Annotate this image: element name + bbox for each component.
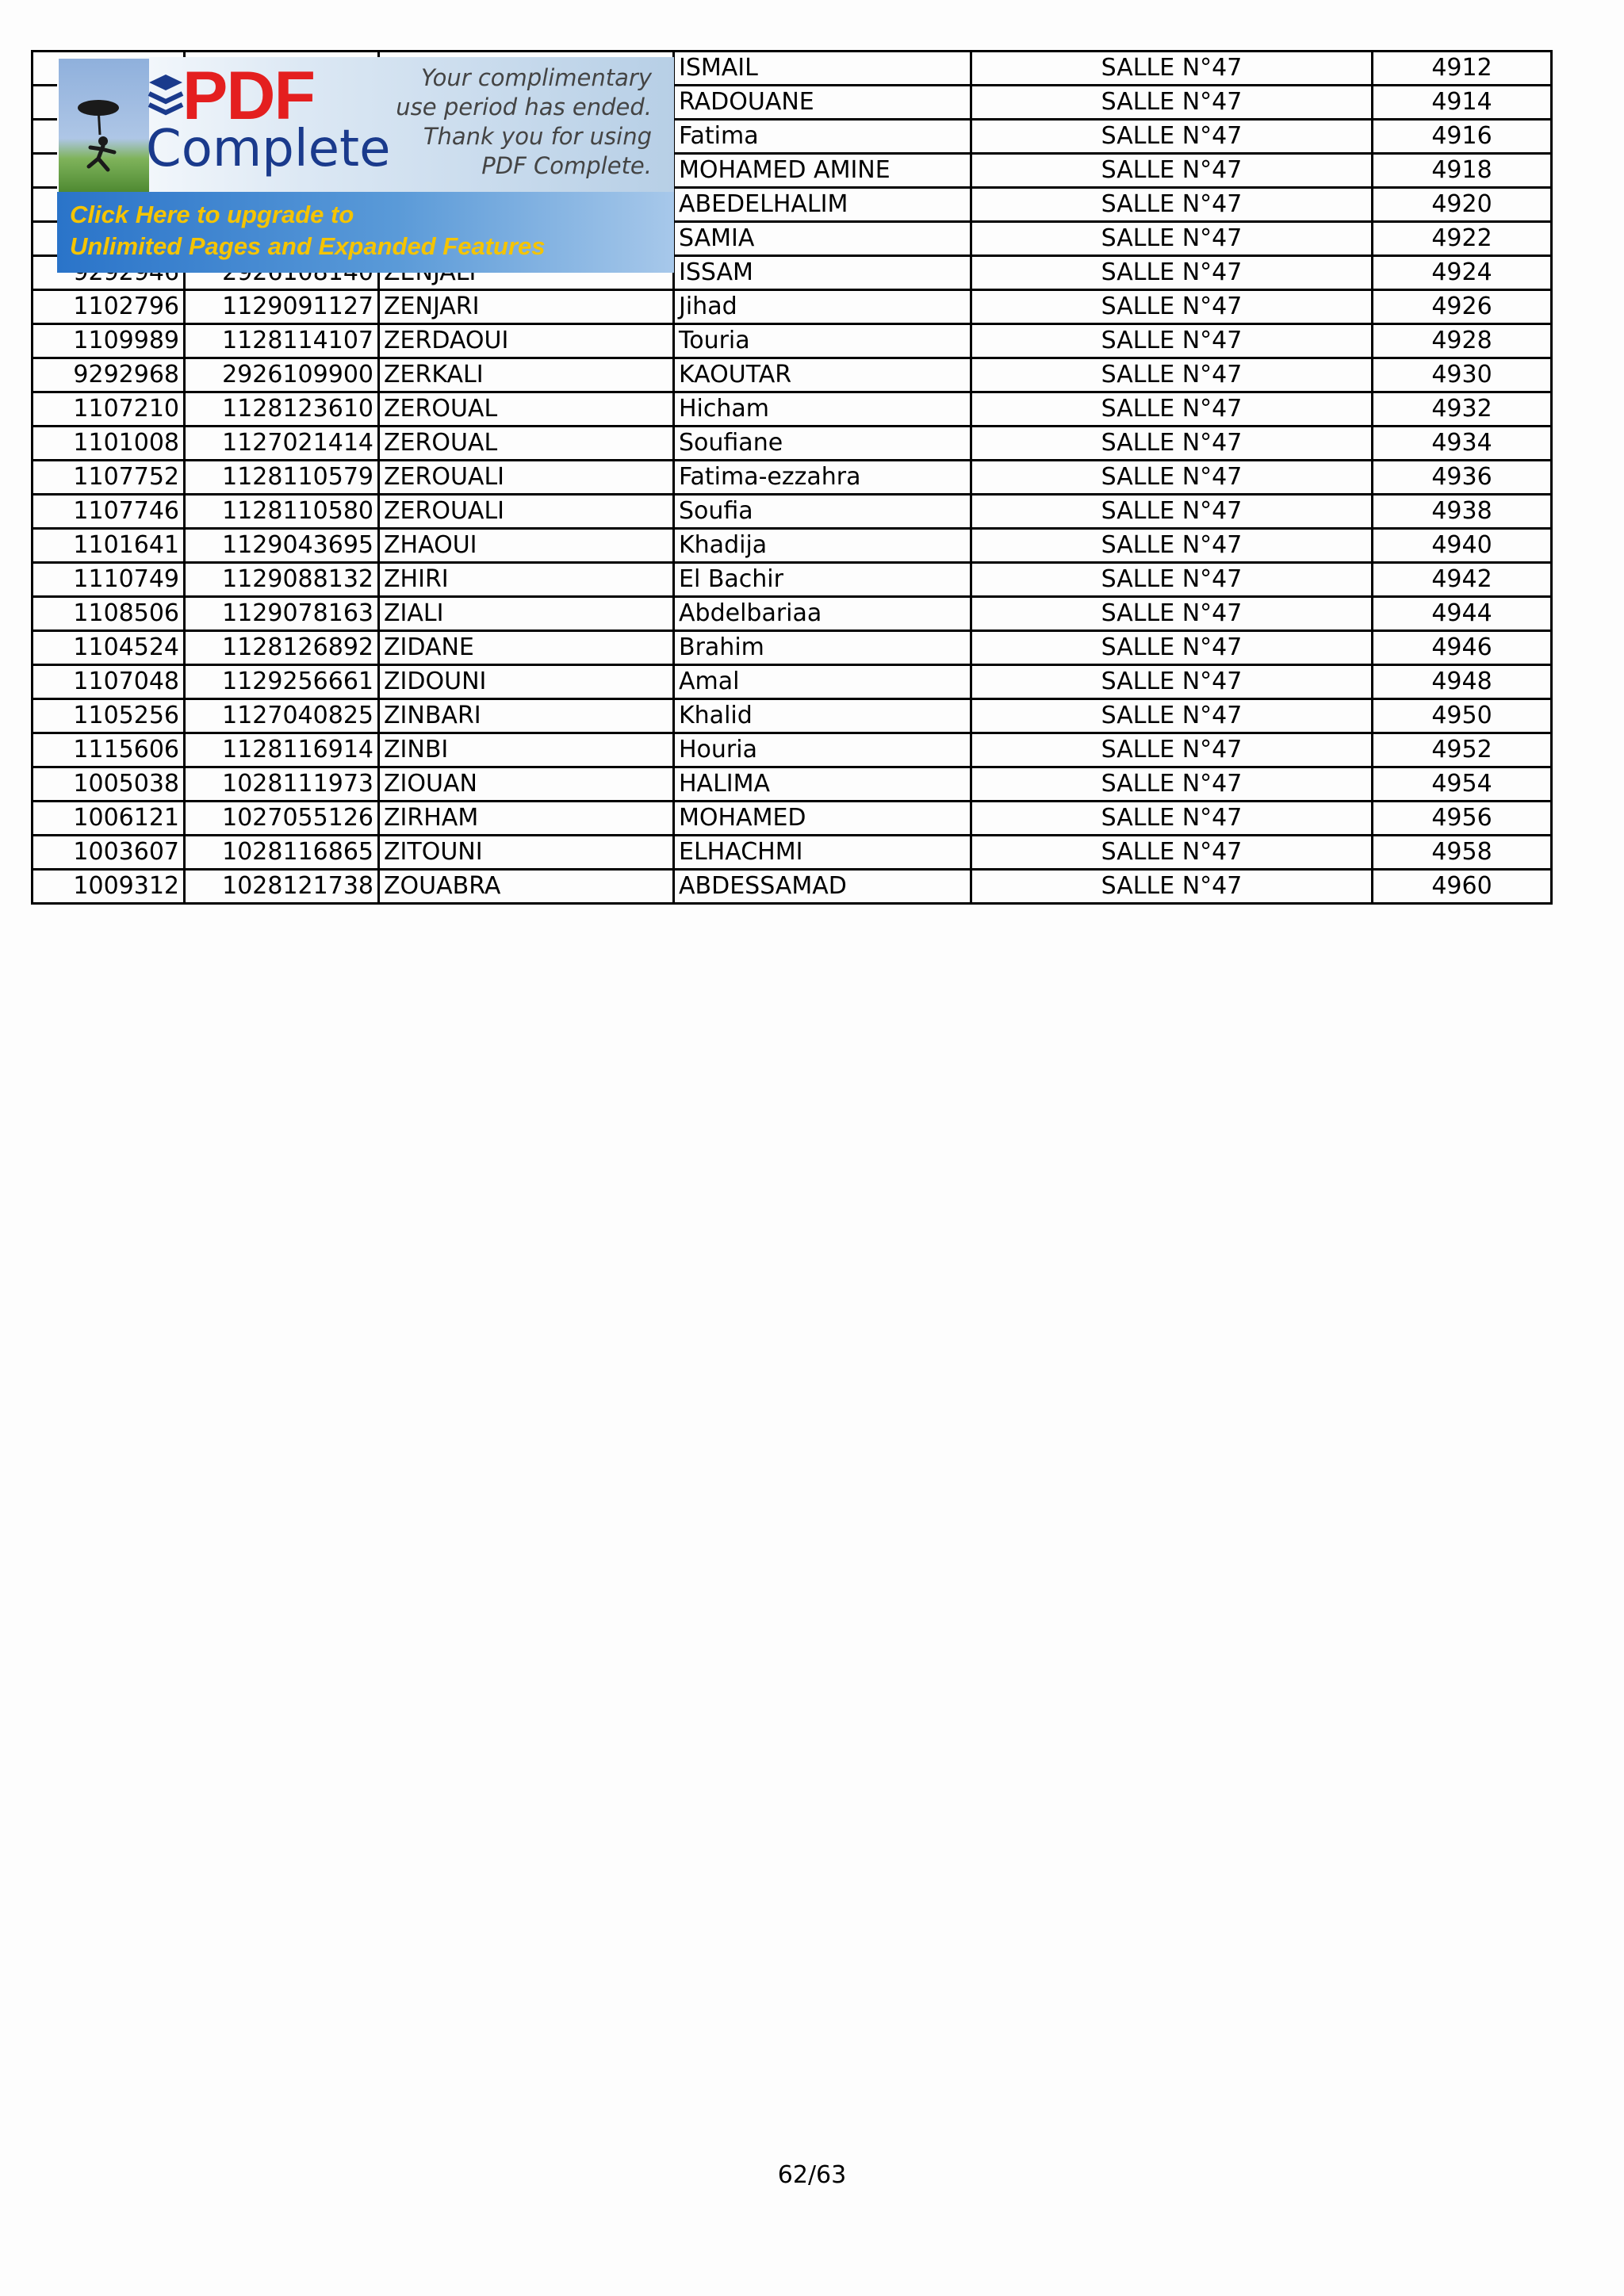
candidate-id-cell: 1104524	[33, 631, 185, 665]
last-name-cell: ZENJARI	[379, 290, 674, 324]
first-name-cell: Hicham	[674, 392, 971, 427]
last-name-cell: ZEROUAL	[379, 427, 674, 461]
exam-room-cell: SALLE N°47	[971, 256, 1373, 290]
last-name-cell: ZEROUAL	[379, 392, 674, 427]
first-name-cell: Amal	[674, 665, 971, 699]
registration-number-cell: 1129088132	[185, 563, 379, 597]
table-row	[33, 290, 1552, 324]
candidate-id-cell: 1107752	[33, 461, 185, 495]
registration-number-cell: 1129091127	[185, 290, 379, 324]
table-row	[33, 597, 1552, 631]
exam-number-cell: 4940	[1373, 529, 1552, 563]
exam-number-cell: 4948	[1373, 665, 1552, 699]
registration-number-cell: 1128123610	[185, 392, 379, 427]
registration-number-cell: 1027055126	[185, 802, 379, 836]
last-name-cell: ZERKALI	[379, 358, 674, 392]
table-row	[33, 529, 1552, 563]
exam-number-cell: 4926	[1373, 290, 1552, 324]
candidate-id-cell: 1005038	[33, 767, 185, 802]
first-name-cell: Fatima-ezzahra	[674, 461, 971, 495]
last-name-cell: ZHIRI	[379, 563, 674, 597]
exam-room-cell: SALLE N°47	[971, 392, 1373, 427]
last-name-cell: ZERDAOUI	[379, 324, 674, 358]
exam-number-cell: 4914	[1373, 86, 1552, 120]
candidate-id-cell: 1101641	[33, 529, 185, 563]
exam-room-cell: SALLE N°47	[971, 120, 1373, 154]
first-name-cell: Soufiane	[674, 427, 971, 461]
registration-number-cell: 1028111973	[185, 767, 379, 802]
candidate-id-cell: 1110749	[33, 563, 185, 597]
table-row	[33, 495, 1552, 529]
upgrade-link-line[interactable]: Unlimited Pages and Expanded Features	[70, 232, 546, 260]
exam-number-cell: 4924	[1373, 256, 1552, 290]
exam-room-cell: SALLE N°47	[971, 154, 1373, 188]
first-name-cell: Touria	[674, 324, 971, 358]
candidate-id-cell: 1102796	[33, 290, 185, 324]
table-row	[33, 461, 1552, 495]
exam-number-cell: 4958	[1373, 836, 1552, 870]
table-row	[33, 699, 1552, 733]
exam-room-cell: SALLE N°47	[971, 324, 1373, 358]
exam-number-cell: 4954	[1373, 767, 1552, 802]
candidate-id-cell: 1003607	[33, 836, 185, 870]
candidate-id-cell: 1006121	[33, 802, 185, 836]
registration-number-cell: 2926109900	[185, 358, 379, 392]
last-name-cell: ZOUABRA	[379, 870, 674, 904]
exam-room-cell: SALLE N°47	[971, 631, 1373, 665]
watermark-message-line: Thank you for using	[423, 123, 652, 150]
last-name-cell: ZEROUALI	[379, 495, 674, 529]
watermark-message-line: PDF Complete.	[481, 152, 652, 179]
last-name-cell: ZITOUNI	[379, 836, 674, 870]
candidate-id-cell: 1107210	[33, 392, 185, 427]
candidate-id-cell: 1009312	[33, 870, 185, 904]
candidate-id-cell: 1101008	[33, 427, 185, 461]
first-name-cell: ABEDELHALIM	[674, 188, 971, 222]
last-name-cell: ZIRHAM	[379, 802, 674, 836]
registration-number-cell: 1128116914	[185, 733, 379, 767]
exam-number-cell: 4932	[1373, 392, 1552, 427]
exam-room-cell: SALLE N°47	[971, 222, 1373, 256]
exam-room-cell: SALLE N°47	[971, 767, 1373, 802]
exam-number-cell: 4922	[1373, 222, 1552, 256]
first-name-cell: Abdelbariaa	[674, 597, 971, 631]
first-name-cell: RADOUANE	[674, 86, 971, 120]
candidate-id-cell: 1105256	[33, 699, 185, 733]
registration-number-cell: 1128114107	[185, 324, 379, 358]
registration-number-cell: 1127040825	[185, 699, 379, 733]
logo-pdf-text: PDF	[182, 58, 314, 134]
exam-room-cell: SALLE N°47	[971, 563, 1373, 597]
exam-room-cell: SALLE N°47	[971, 461, 1373, 495]
layers-icon	[146, 71, 186, 121]
pdf-complete-watermark-banner[interactable]	[57, 57, 674, 273]
first-name-cell: ISSAM	[674, 256, 971, 290]
registration-number-cell: 1128110580	[185, 495, 379, 529]
first-name-cell: MOHAMED AMINE	[674, 154, 971, 188]
exam-room-cell: SALLE N°47	[971, 290, 1373, 324]
registration-number-cell: 1127021414	[185, 427, 379, 461]
registration-number-cell: 1028121738	[185, 870, 379, 904]
last-name-cell: ZHAOUI	[379, 529, 674, 563]
exam-number-cell: 4930	[1373, 358, 1552, 392]
first-name-cell: ABDESSAMAD	[674, 870, 971, 904]
exam-room-cell: SALLE N°47	[971, 529, 1373, 563]
last-name-cell: ZIALI	[379, 597, 674, 631]
table-row	[33, 870, 1552, 904]
candidate-id-cell: 1109989	[33, 324, 185, 358]
exam-number-cell: 4956	[1373, 802, 1552, 836]
first-name-cell: Houria	[674, 733, 971, 767]
first-name-cell: Jihad	[674, 290, 971, 324]
registration-number-cell: 1129078163	[185, 597, 379, 631]
logo-complete-text: Complete	[146, 120, 391, 178]
first-name-cell: ISMAIL	[674, 52, 971, 86]
candidate-id-cell: 1108506	[33, 597, 185, 631]
registration-number-cell: 1129043695	[185, 529, 379, 563]
first-name-cell: Fatima	[674, 120, 971, 154]
table-row	[33, 836, 1552, 870]
exam-room-cell: SALLE N°47	[971, 802, 1373, 836]
table-row	[33, 392, 1552, 427]
exam-number-cell: 4942	[1373, 563, 1552, 597]
first-name-cell: ELHACHMI	[674, 836, 971, 870]
exam-number-cell: 4938	[1373, 495, 1552, 529]
first-name-cell: Khadija	[674, 529, 971, 563]
last-name-cell: ZEROUALI	[379, 461, 674, 495]
table-row	[33, 665, 1552, 699]
first-name-cell: SAMIA	[674, 222, 971, 256]
first-name-cell: MOHAMED	[674, 802, 971, 836]
last-name-cell: ZIOUAN	[379, 767, 674, 802]
table-row	[33, 427, 1552, 461]
table-row	[33, 358, 1552, 392]
first-name-cell: El Bachir	[674, 563, 971, 597]
last-name-cell: ZINBARI	[379, 699, 674, 733]
upgrade-link[interactable]	[57, 192, 674, 273]
table-row	[33, 802, 1552, 836]
exam-room-cell: SALLE N°47	[971, 86, 1373, 120]
table-row	[33, 733, 1552, 767]
table-row	[33, 563, 1552, 597]
first-name-cell: HALIMA	[674, 767, 971, 802]
registration-number-cell: 1028116865	[185, 836, 379, 870]
exam-number-cell: 4912	[1373, 52, 1552, 86]
table-row	[33, 767, 1552, 802]
first-name-cell: Brahim	[674, 631, 971, 665]
exam-room-cell: SALLE N°47	[971, 427, 1373, 461]
watermark-message-line: Your complimentary	[421, 64, 652, 91]
exam-room-cell: SALLE N°47	[971, 665, 1373, 699]
last-name-cell: ZINBI	[379, 733, 674, 767]
candidate-id-cell: 1115606	[33, 733, 185, 767]
exam-number-cell: 4920	[1373, 188, 1552, 222]
exam-room-cell: SALLE N°47	[971, 597, 1373, 631]
exam-room-cell: SALLE N°47	[971, 836, 1373, 870]
exam-room-cell: SALLE N°47	[971, 870, 1373, 904]
exam-room-cell: SALLE N°47	[971, 733, 1373, 767]
registration-number-cell: 1128110579	[185, 461, 379, 495]
exam-number-cell: 4916	[1373, 120, 1552, 154]
exam-number-cell: 4946	[1373, 631, 1552, 665]
candidate-id-cell: 1107746	[33, 495, 185, 529]
upgrade-link-line[interactable]: Click Here to upgrade to	[70, 201, 354, 228]
registration-number-cell: 1128126892	[185, 631, 379, 665]
registration-number-cell: 1129256661	[185, 665, 379, 699]
exam-number-cell: 4918	[1373, 154, 1552, 188]
exam-number-cell: 4952	[1373, 733, 1552, 767]
exam-room-cell: SALLE N°47	[971, 495, 1373, 529]
watermark-message-line: use period has ended.	[396, 94, 652, 121]
page-number: 62/63	[777, 2161, 847, 2189]
exam-number-cell: 4934	[1373, 427, 1552, 461]
first-name-cell: Khalid	[674, 699, 971, 733]
exam-number-cell: 4960	[1373, 870, 1552, 904]
table-row	[33, 631, 1552, 665]
last-name-cell: ZIDOUNI	[379, 665, 674, 699]
exam-number-cell: 4944	[1373, 597, 1552, 631]
exam-number-cell: 4936	[1373, 461, 1552, 495]
exam-room-cell: SALLE N°47	[971, 52, 1373, 86]
umbrella-jumper-photo	[59, 59, 149, 192]
candidate-id-cell: 9292968	[33, 358, 185, 392]
exam-room-cell: SALLE N°47	[971, 188, 1373, 222]
first-name-cell: KAOUTAR	[674, 358, 971, 392]
candidate-id-cell: 1107048	[33, 665, 185, 699]
exam-number-cell: 4928	[1373, 324, 1552, 358]
first-name-cell: Soufia	[674, 495, 971, 529]
exam-room-cell: SALLE N°47	[971, 699, 1373, 733]
table-row	[33, 324, 1552, 358]
last-name-cell: ZIDANE	[379, 631, 674, 665]
exam-number-cell: 4950	[1373, 699, 1552, 733]
exam-room-cell: SALLE N°47	[971, 358, 1373, 392]
